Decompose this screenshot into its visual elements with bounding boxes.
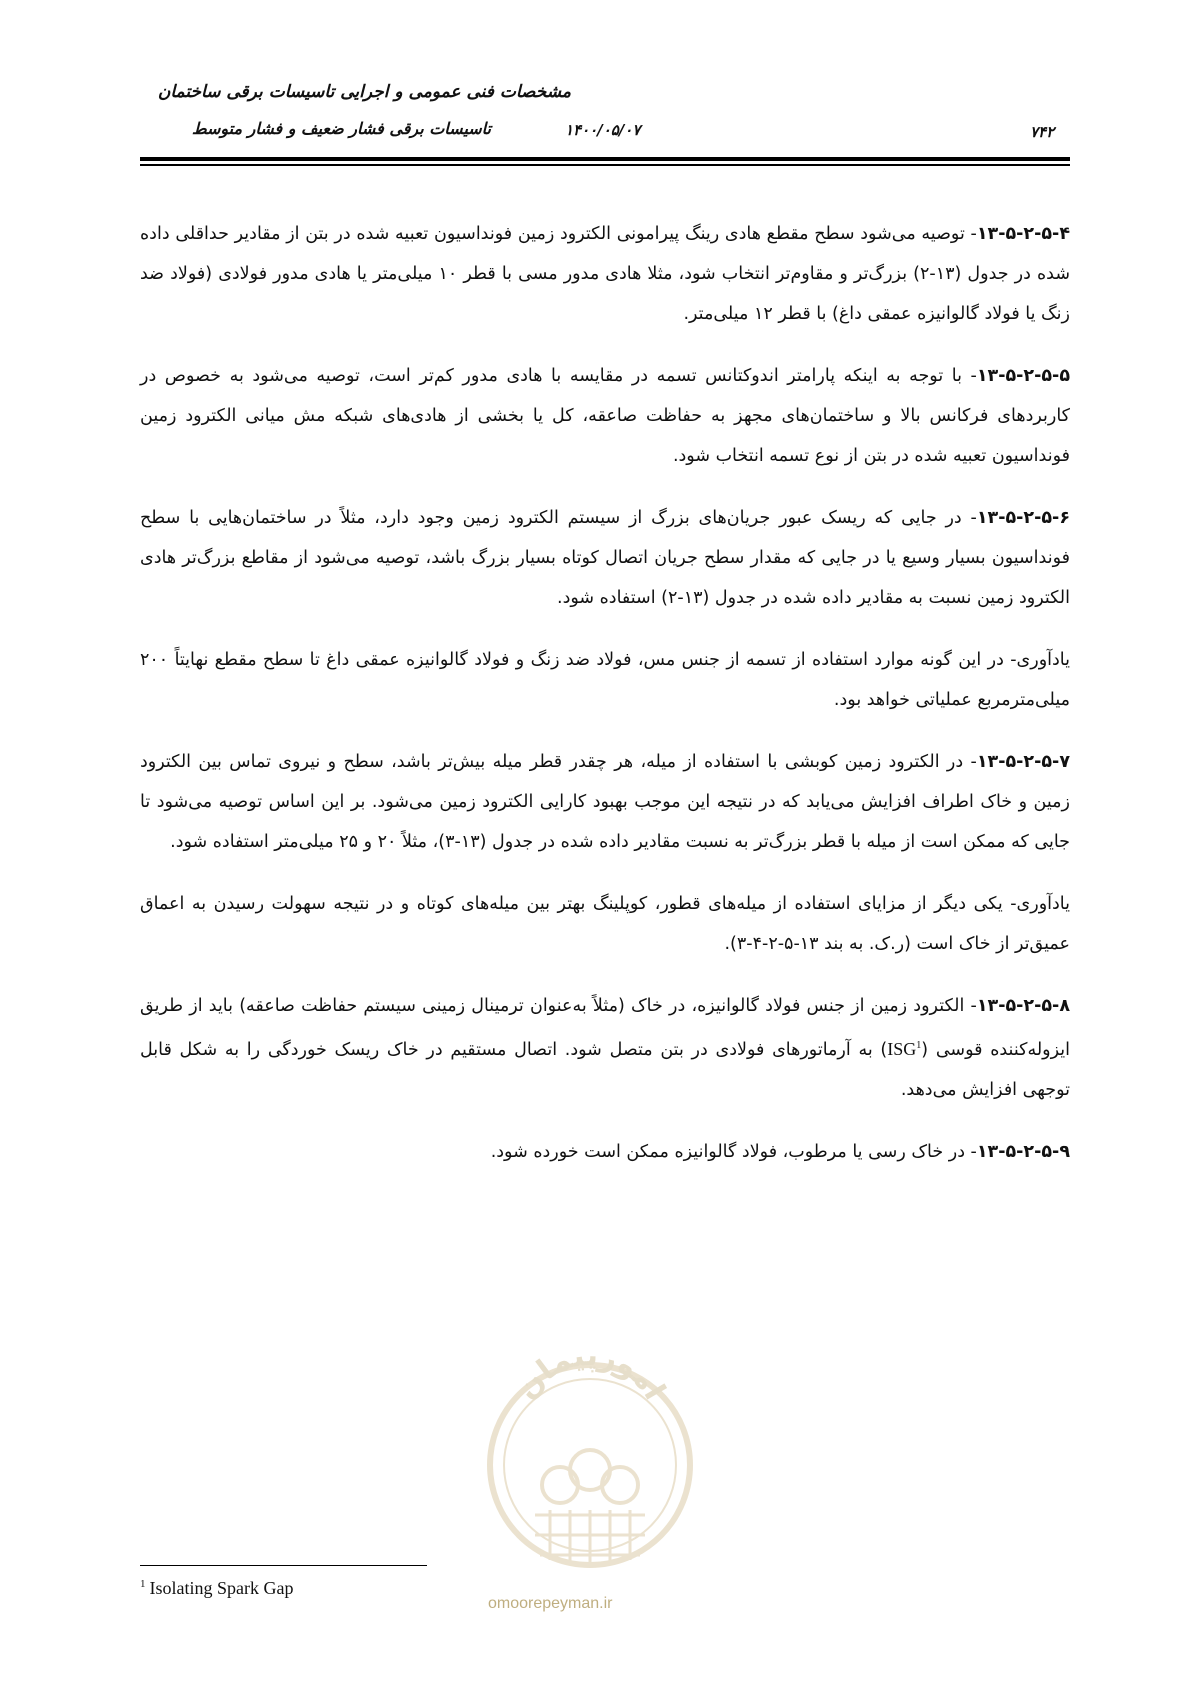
watermark-logo (480, 1335, 700, 1595)
header-date: ۱۴۰۰/۰۵/۰۷ (565, 121, 641, 139)
footnote-rule (140, 1565, 427, 1566)
clause-paragraph (140, 214, 1070, 334)
clause-text: - با توجه به اینکه پارامتر اندوکتانس تسمه در مقایسه با هادی مدور کم‌تر است، توصیه می‌شود به خصوص در کاربردهای فرکانس بالا و ساختمان‌های مجهز به حفاظت صاعقه، کل یا بخشی از هادی‌های شبکه مش میانی الکترود زمین فونداسیون تعبیه شده در بتن از نوع تسمه انتخاب شود. (140, 366, 1070, 466)
clause-text-continued: ) به آرماتورهای فولادی در بتن متصل شود. اتصال مستقیم در خاک ریسک خوردگی را به شکل قابل توجهی افزایش می‌دهد. (140, 1040, 1070, 1100)
note-paragraph (140, 884, 1070, 964)
header-title: مشخصات فنی عمومی و اجرایی تاسیسات برقی ساختمان (157, 82, 571, 102)
page-number: ۷۴۲ (1030, 123, 1055, 141)
svg-text:امورپیمان (509, 1338, 672, 1406)
clause-paragraph (140, 356, 1070, 476)
header-rule-thick (140, 157, 1070, 161)
header-subtitle: تاسیسات برقی فشار ضعیف و فشار متوسط (191, 119, 491, 138)
note-text: یادآوری- در این گونه موارد استفاده از تسمه از جنس مس، فولاد ضد زنگ و فولاد گالوانیزه عمقی داغ تا سطح مقطع نهایتاً ۲۰۰ میلی‌مترمربع عملیاتی خواهد بود. (140, 650, 1070, 710)
clause-text: - الکترود زمین از جنس فولاد گالوانیزه، در خاک (مثلاً به‌عنوان ترمینال زمینی سیستم حفاظت صاعقه) باید از طریق ایزوله‌کننده قوسی ( (140, 996, 1070, 1060)
clause-text: - در خاک رسی یا مرطوب، فولاد گالوانیزه ممکن است خورده شود. (490, 1142, 977, 1162)
body-content (140, 214, 1070, 1194)
note-paragraph (140, 640, 1070, 720)
clause-paragraph (140, 986, 1070, 1110)
clause-number: ۱۳-۵-۲-۵-۹ (976, 1142, 1070, 1162)
clause-text: - در جایی که ریسک عبور جریان‌های بزرگ از سیستم الکترود زمین وجود دارد، مثلاً در ساختمان‌هایی با سطح فونداسیون بسیار وسیع یا در جایی که مقدار سطح جریان اتصال کوتاه بسیار بزرگ باشد، توصیه می‌شود از مقاطع بزرگ‌تر هادی الکترود زمین نسبت به مقادیر داده شده در جدول (۱۳-۲) استفاده شود. (140, 508, 1070, 608)
clause-number: ۱۳-۵-۲-۵-۶ (976, 508, 1070, 528)
footnote-ref-text: ISG (887, 1039, 917, 1059)
clause-text: - توصیه می‌شود سطح مقطع هادی رینگ پیرامونی الکترود زمین فونداسیون تعبیه شده در بتن از مقادیر حداقلی داده شده در جدول (۱۳-۲) بزرگ‌تر و مقاوم‌تر انتخاب شود، مثلا هادی مدور مسی با قطر ۱۰ میلی‌متر یا هادی مدور فولادی (فولاد ضد زنگ یا فولاد گالوانیزه عمقی داغ) با قطر ۱۲ میلی‌متر. (140, 224, 1070, 324)
clause-paragraph (140, 1132, 1070, 1172)
watermark-url: omoorepeyman.ir (488, 1595, 613, 1612)
footnote-mark: 1 (140, 1578, 146, 1590)
clause-number: ۱۳-۵-۲-۵-۸ (976, 996, 1070, 1016)
clause-paragraph (140, 742, 1070, 862)
clause-number: ۱۳-۵-۲-۵-۴ (976, 224, 1070, 244)
note-text: یادآوری- یکی دیگر از مزایای استفاده از میله‌های قطور، کوپلینگ بهتر بین میله‌های کوتاه و در نتیجه سهولت رسیدن به اعماق عمیق‌تر از خاک است (ر.ک. به بند ۱۳-۵-۲-۴-۳). (140, 894, 1070, 954)
clause-number: ۱۳-۵-۲-۵-۵ (976, 366, 1070, 386)
clause-text: - در الکترود زمین کوبشی با استفاده از میله، هر چقدر قطر میله بیش‌تر باشد، سطح و نیروی تماس بین الکترود زمین و خاک اطراف افزایش می‌یابد که در نتیجه این موجب بهبود کارایی الکترود زمین می‌شود. بر این اساس توصیه می‌شود تا جایی که ممکن است از میله با قطر بزرگ‌تر به نسبت مقادیر داده شده در جدول (۱۳-۳)، مثلاً ۲۰ و ۲۵ میلی‌متر استفاده شود. (140, 752, 1070, 852)
footnote-reference (887, 1039, 921, 1059)
footnote-text: Isolating Spark Gap (149, 1578, 294, 1598)
header-rule-thin (140, 164, 1070, 166)
footnote (140, 1578, 293, 1599)
clause-number: ۱۳-۵-۲-۵-۷ (976, 752, 1070, 772)
clause-paragraph (140, 498, 1070, 618)
watermark-logo-text: امورپیمان (508, 1337, 673, 1406)
footnote-ref-mark: 1 (916, 1040, 922, 1051)
